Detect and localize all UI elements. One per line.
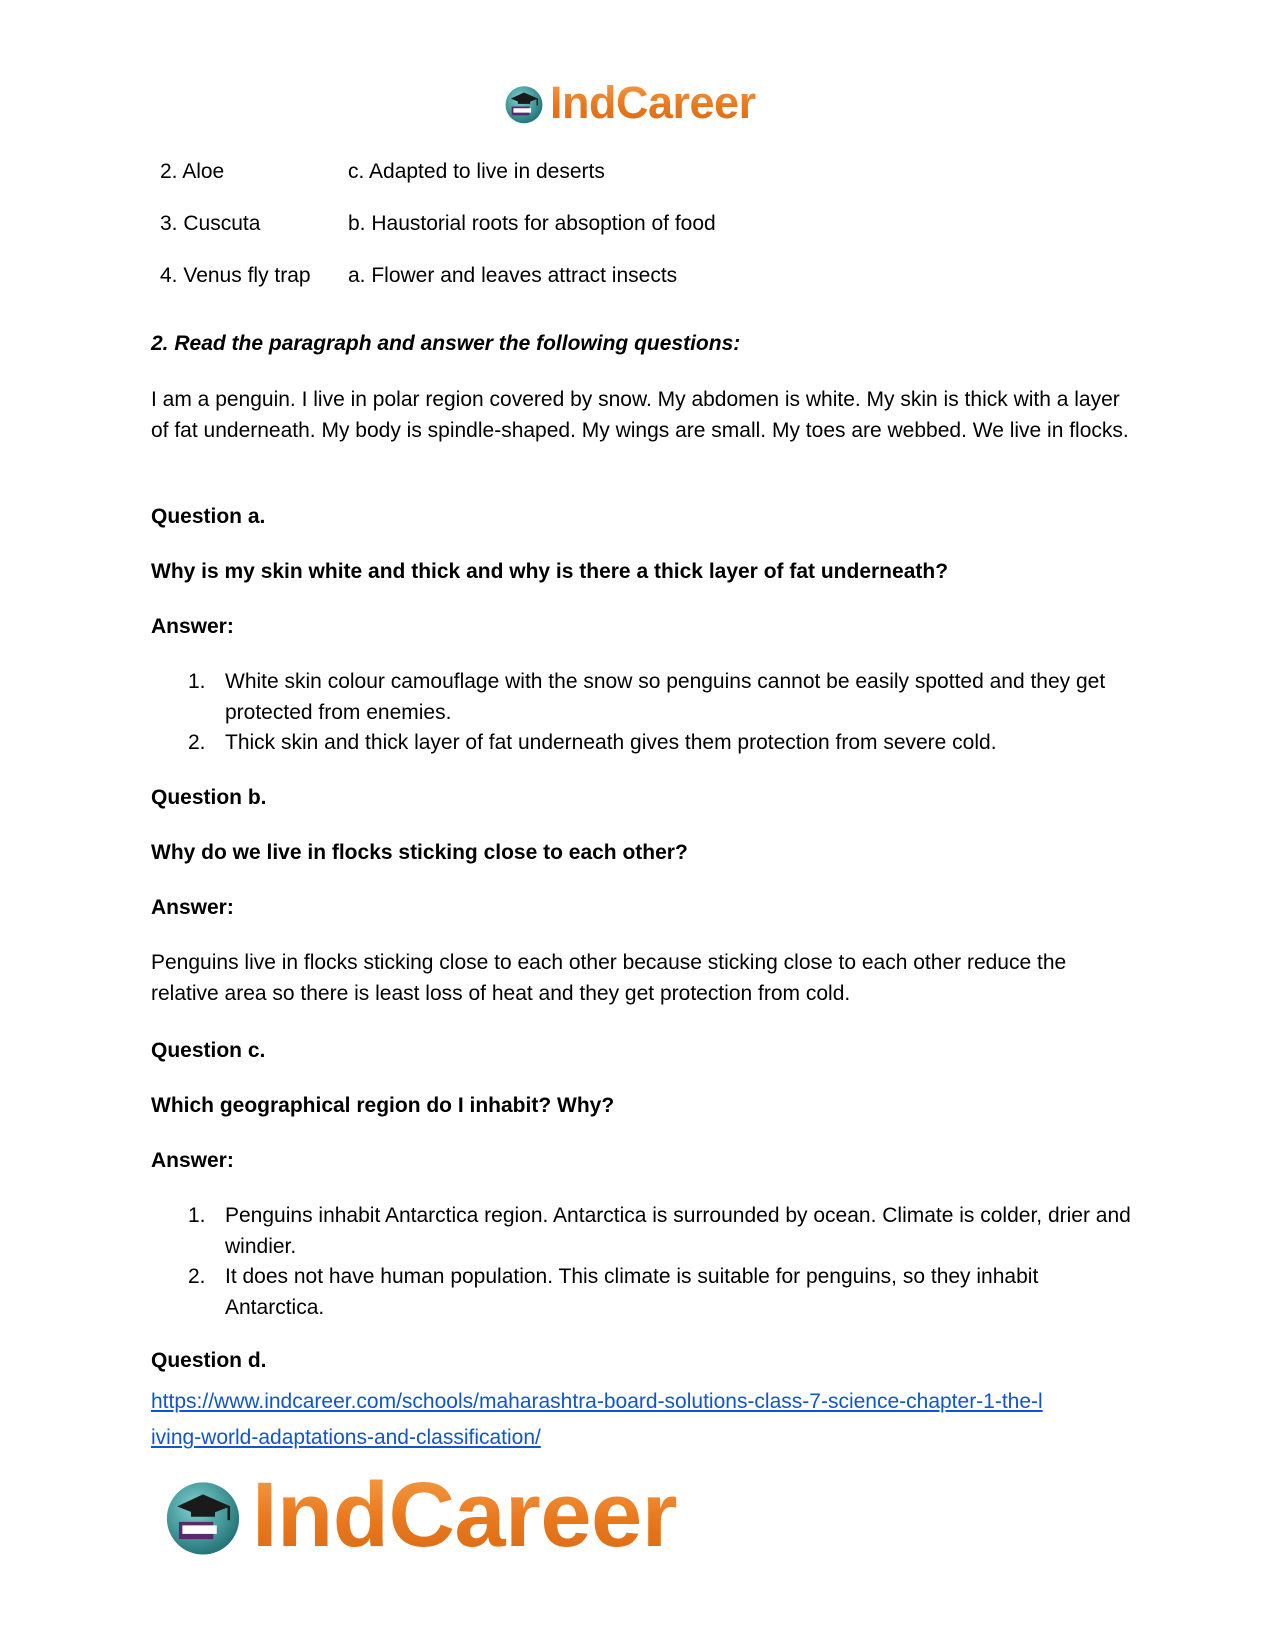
match-right: c. Adapted to live in deserts bbox=[348, 160, 605, 183]
match-left: 2. Aloe bbox=[160, 160, 225, 183]
list-text: White skin colour camouflage with the snow so penguins cannot be easily spotted and they get protected from enemies. bbox=[225, 670, 1106, 724]
answer-a-list bbox=[151, 667, 1136, 759]
match-left: 3. Cuscuta bbox=[160, 212, 261, 235]
footer-link-line1[interactable]: https://www.indcareer.com/schools/maharashtra-board-solutions-class-7-science-chapter-1-the-l bbox=[151, 1390, 1043, 1413]
answer-b-text: Penguins live in flocks sticking close to each other because sticking close to each other reduce the relative area so there is least loss of heat and they get protection from cold. bbox=[151, 951, 1067, 1005]
question-b-text: Why do we live in flocks sticking close to each other? bbox=[151, 841, 688, 864]
match-right: b. Haustorial roots for absoption of food bbox=[348, 212, 716, 235]
footer-link[interactable] bbox=[151, 1384, 1141, 1456]
footer-link-line2[interactable]: iving-world-adaptations-and-classification/ bbox=[151, 1426, 541, 1449]
section-heading: 2. Read the paragraph and answer the following questions: bbox=[151, 332, 741, 355]
footer-logo bbox=[160, 1465, 677, 1565]
list-number: 2. bbox=[188, 1265, 206, 1288]
list-item bbox=[151, 1262, 1136, 1323]
header-logo bbox=[502, 78, 756, 128]
answer-c-list bbox=[151, 1201, 1136, 1323]
graduation-globe-icon bbox=[160, 1472, 246, 1558]
list-text: Thick skin and thick layer of fat underneath gives them protection from severe cold. bbox=[225, 731, 997, 754]
penguin-paragraph: I am a penguin. I live in polar region covered by snow. My abdomen is white. My skin is thick with a layer of fat underneath. My body is spindle-shaped. My wings are small. My toes are webbed. We live in flocks. bbox=[151, 388, 1129, 442]
question-b-label: Question b. bbox=[151, 786, 267, 809]
list-item bbox=[151, 667, 1136, 728]
question-a-label: Question a. bbox=[151, 505, 266, 528]
list-item bbox=[151, 1201, 1136, 1262]
list-text: It does not have human population. This climate is suitable for penguins, so they inhabit Antarctica. bbox=[225, 1265, 1039, 1319]
answer-a-label: Answer: bbox=[151, 615, 234, 638]
answer-b-label: Answer: bbox=[151, 896, 234, 919]
logo-wordmark: IndCareer bbox=[252, 1464, 677, 1566]
list-item bbox=[151, 728, 1136, 759]
list-text: Penguins inhabit Antarctica region. Antarctica is surrounded by ocean. Climate is colder, drier and windier. bbox=[225, 1204, 1131, 1258]
answer-c-label: Answer: bbox=[151, 1149, 234, 1172]
question-c-text: Which geographical region do I inhabit? Why? bbox=[151, 1094, 615, 1117]
logo-wordmark: IndCareer bbox=[550, 77, 756, 128]
question-d-label: Question d. bbox=[151, 1349, 267, 1372]
match-left: 4. Venus fly trap bbox=[160, 264, 311, 287]
question-c-label: Question c. bbox=[151, 1039, 266, 1062]
list-number: 1. bbox=[188, 1204, 206, 1227]
match-right: a. Flower and leaves attract insects bbox=[348, 264, 678, 287]
question-a-text: Why is my skin white and thick and why is there a thick layer of fat underneath? bbox=[151, 560, 949, 583]
list-number: 2. bbox=[188, 731, 206, 754]
graduation-globe-icon bbox=[502, 81, 546, 125]
list-number: 1. bbox=[188, 670, 206, 693]
